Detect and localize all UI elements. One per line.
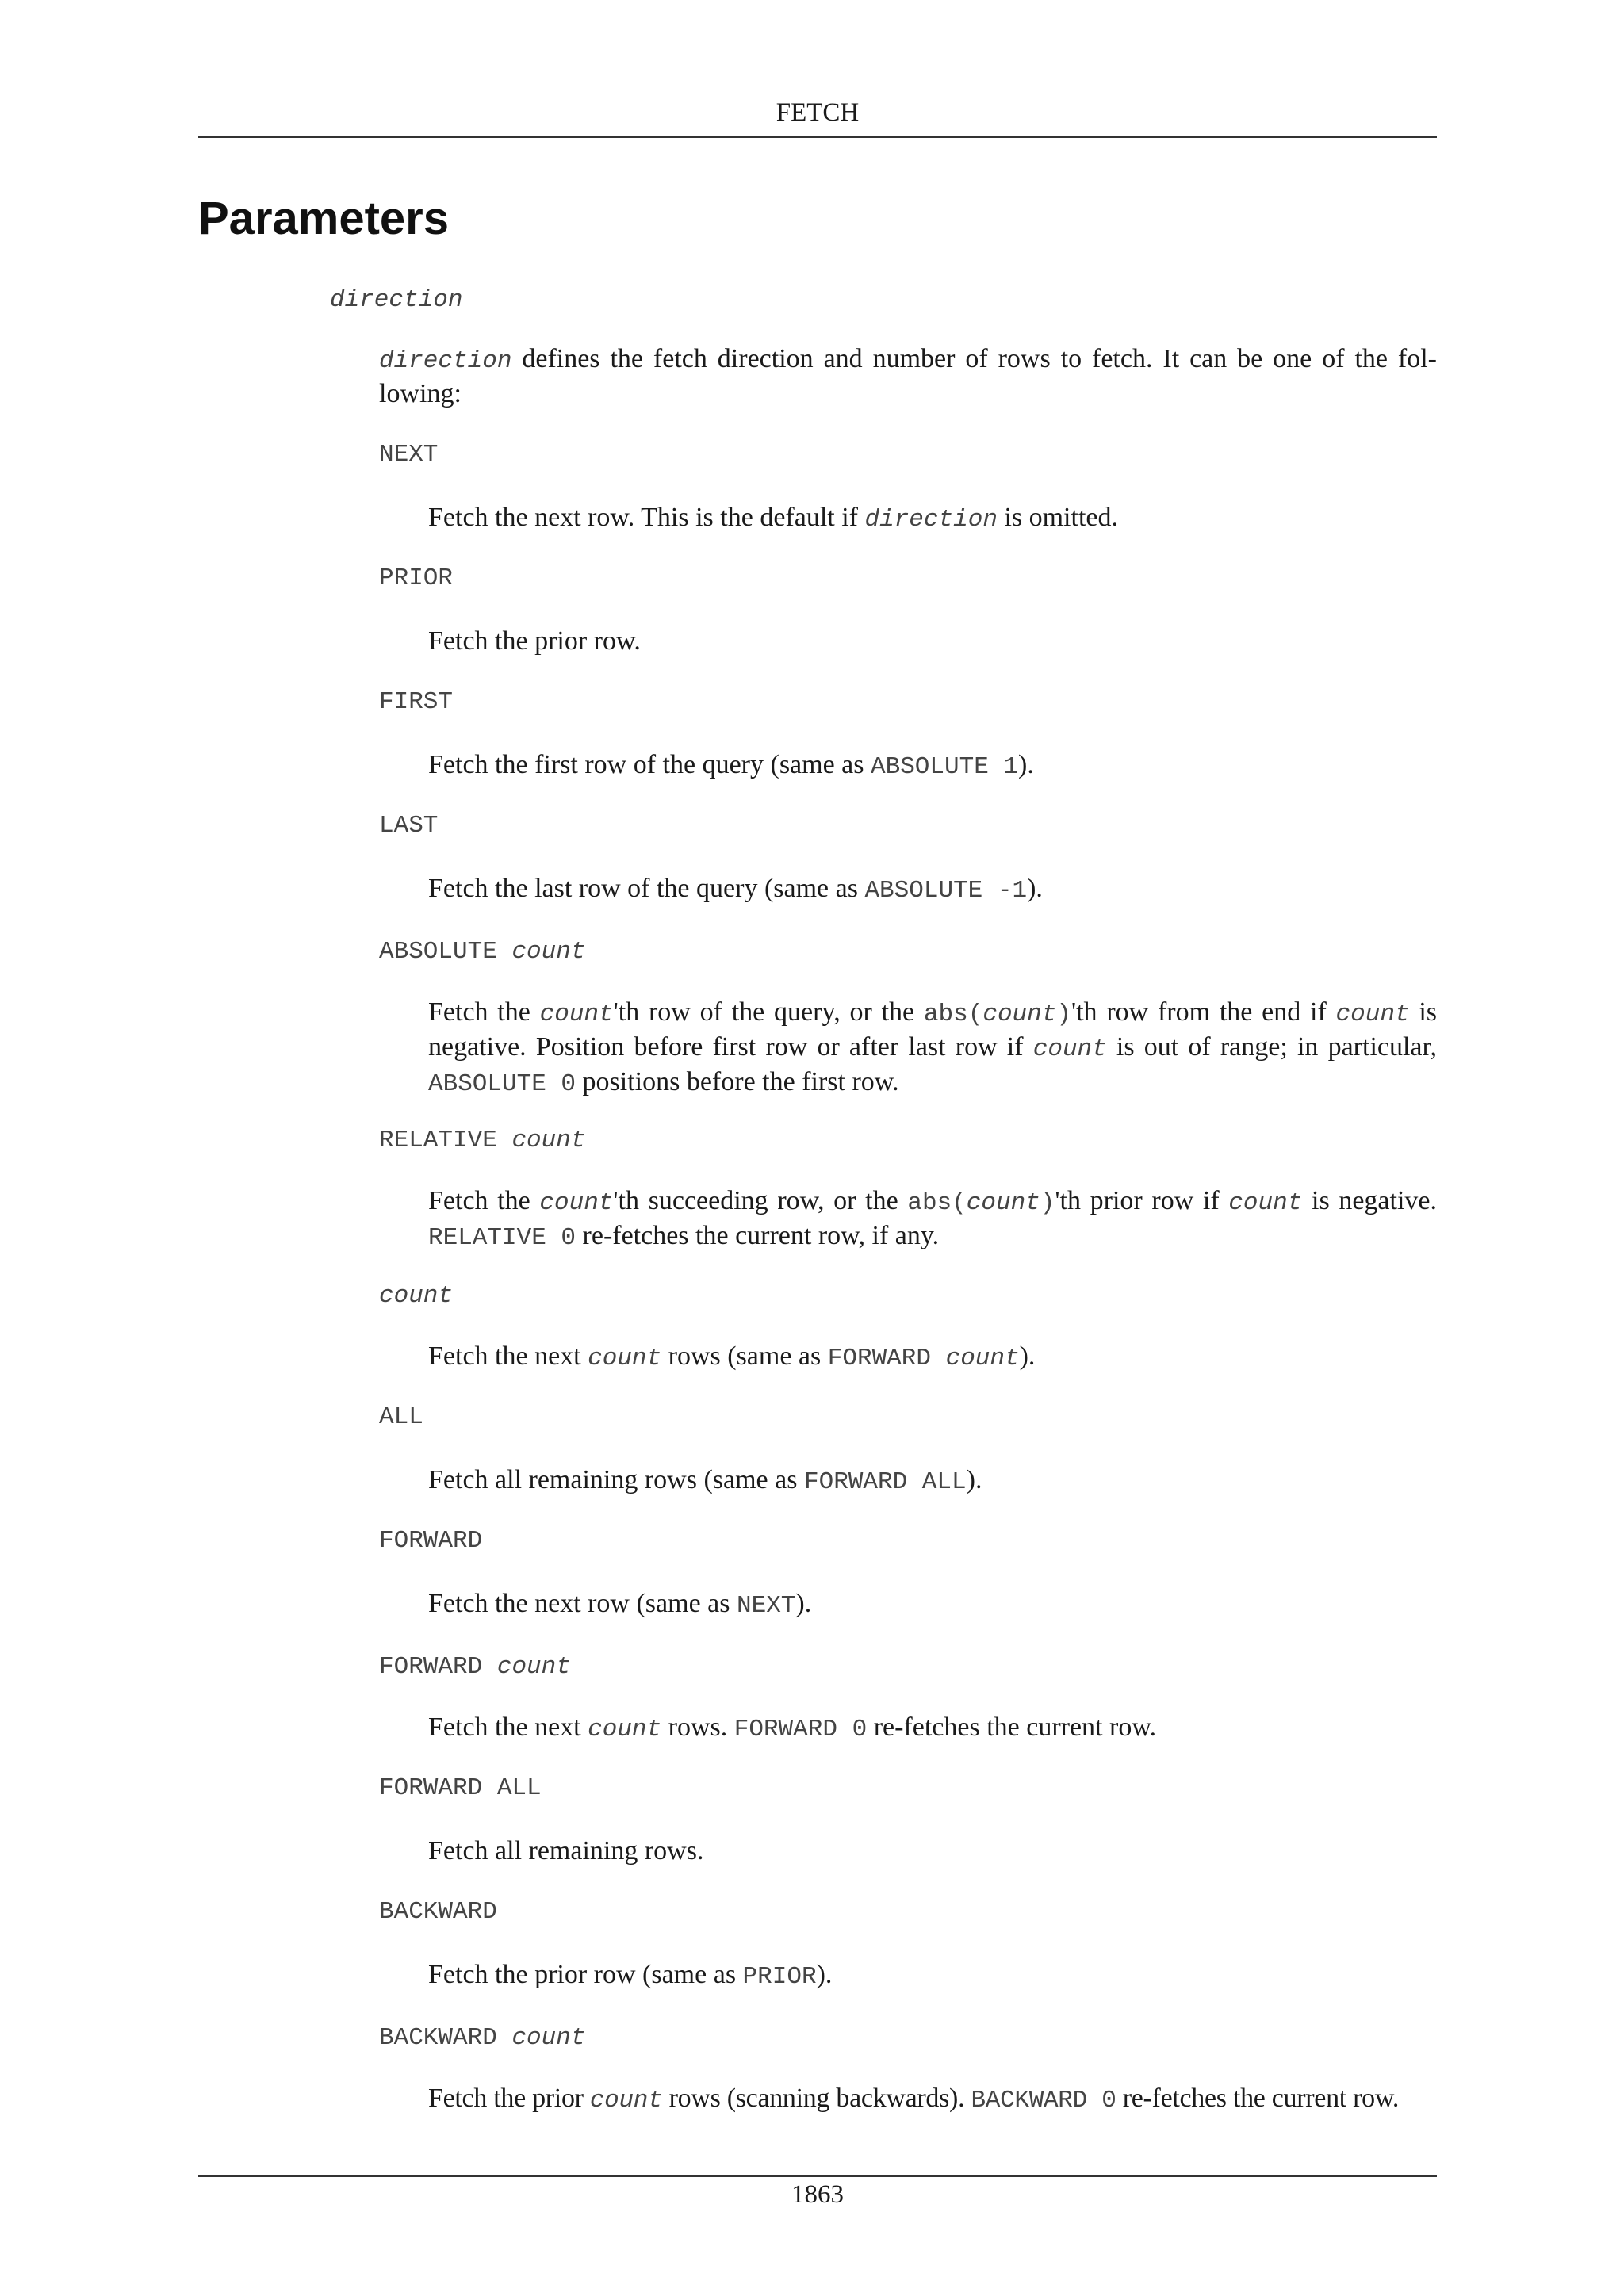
term-all: ALL (379, 1403, 423, 1431)
term-backward: BACKWARD (379, 1898, 497, 1926)
param-term-direction: direction (330, 286, 463, 314)
desc-next: Fetch the next row. This is the default if direction is omitted. (428, 503, 1118, 534)
desc-relative-count: Fetch the count'th succeeding row, or the abs(count)'th prior row if count is negative. RELATIVE 0 re-fetches the current row, if any. (428, 1186, 1438, 1252)
footer-rule (198, 2175, 1437, 2177)
term-next: NEXT (379, 441, 439, 469)
page-number: 1863 (791, 2180, 844, 2209)
param-intro: direction defines the fetch direction and number of rows to fetch. It can be one of the fol- lowing: (379, 344, 1437, 408)
term-last: LAST (379, 812, 439, 840)
term-absolute-count: ABSOLUTE count (379, 938, 586, 966)
term-forward-all: FORWARD ALL (379, 1774, 542, 1802)
desc-backward: Fetch the prior row (same as PRIOR). (428, 1960, 833, 1991)
term-prior: PRIOR (379, 564, 454, 592)
term-count: count (379, 1282, 454, 1310)
term-first: FIRST (379, 688, 454, 716)
desc-absolute-count: Fetch the count'th row of the query, or the abs(count)'th row from the end if count is negative. Position before first row or after last row if count is out of range; in particular, ABSOLUTE 0 positions before the first row. (428, 997, 1438, 1098)
term-relative-count: RELATIVE count (379, 1127, 586, 1154)
desc-last: Fetch the last row of the query (same as ABSOLUTE -1). (428, 874, 1043, 905)
desc-prior: Fetch the prior row. (428, 626, 641, 656)
desc-forward: Fetch the next row (same as NEXT). (428, 1589, 812, 1620)
term-forward: FORWARD (379, 1527, 483, 1555)
desc-count: Fetch the next count rows (same as FORWARD count). (428, 1341, 1036, 1372)
section-title: Parameters (198, 193, 449, 244)
desc-first: Fetch the first row of the query (same as ABSOLUTE 1). (428, 750, 1034, 781)
header-rule (198, 136, 1437, 138)
desc-forward-all: Fetch all remaining rows. (428, 1836, 704, 1866)
running-header-title: FETCH (776, 98, 860, 127)
term-backward-count: BACKWARD count (379, 2024, 586, 2052)
desc-backward-count: Fetch the prior count rows (scanning backwards). BACKWARD 0 re-fetches the current row. (428, 2084, 1400, 2114)
term-forward-count: FORWARD count (379, 1653, 571, 1681)
desc-all: Fetch all remaining rows (same as FORWARD ALL). (428, 1465, 982, 1496)
desc-forward-count: Fetch the next count rows. FORWARD 0 re-fetches the current row. (428, 1712, 1157, 1743)
